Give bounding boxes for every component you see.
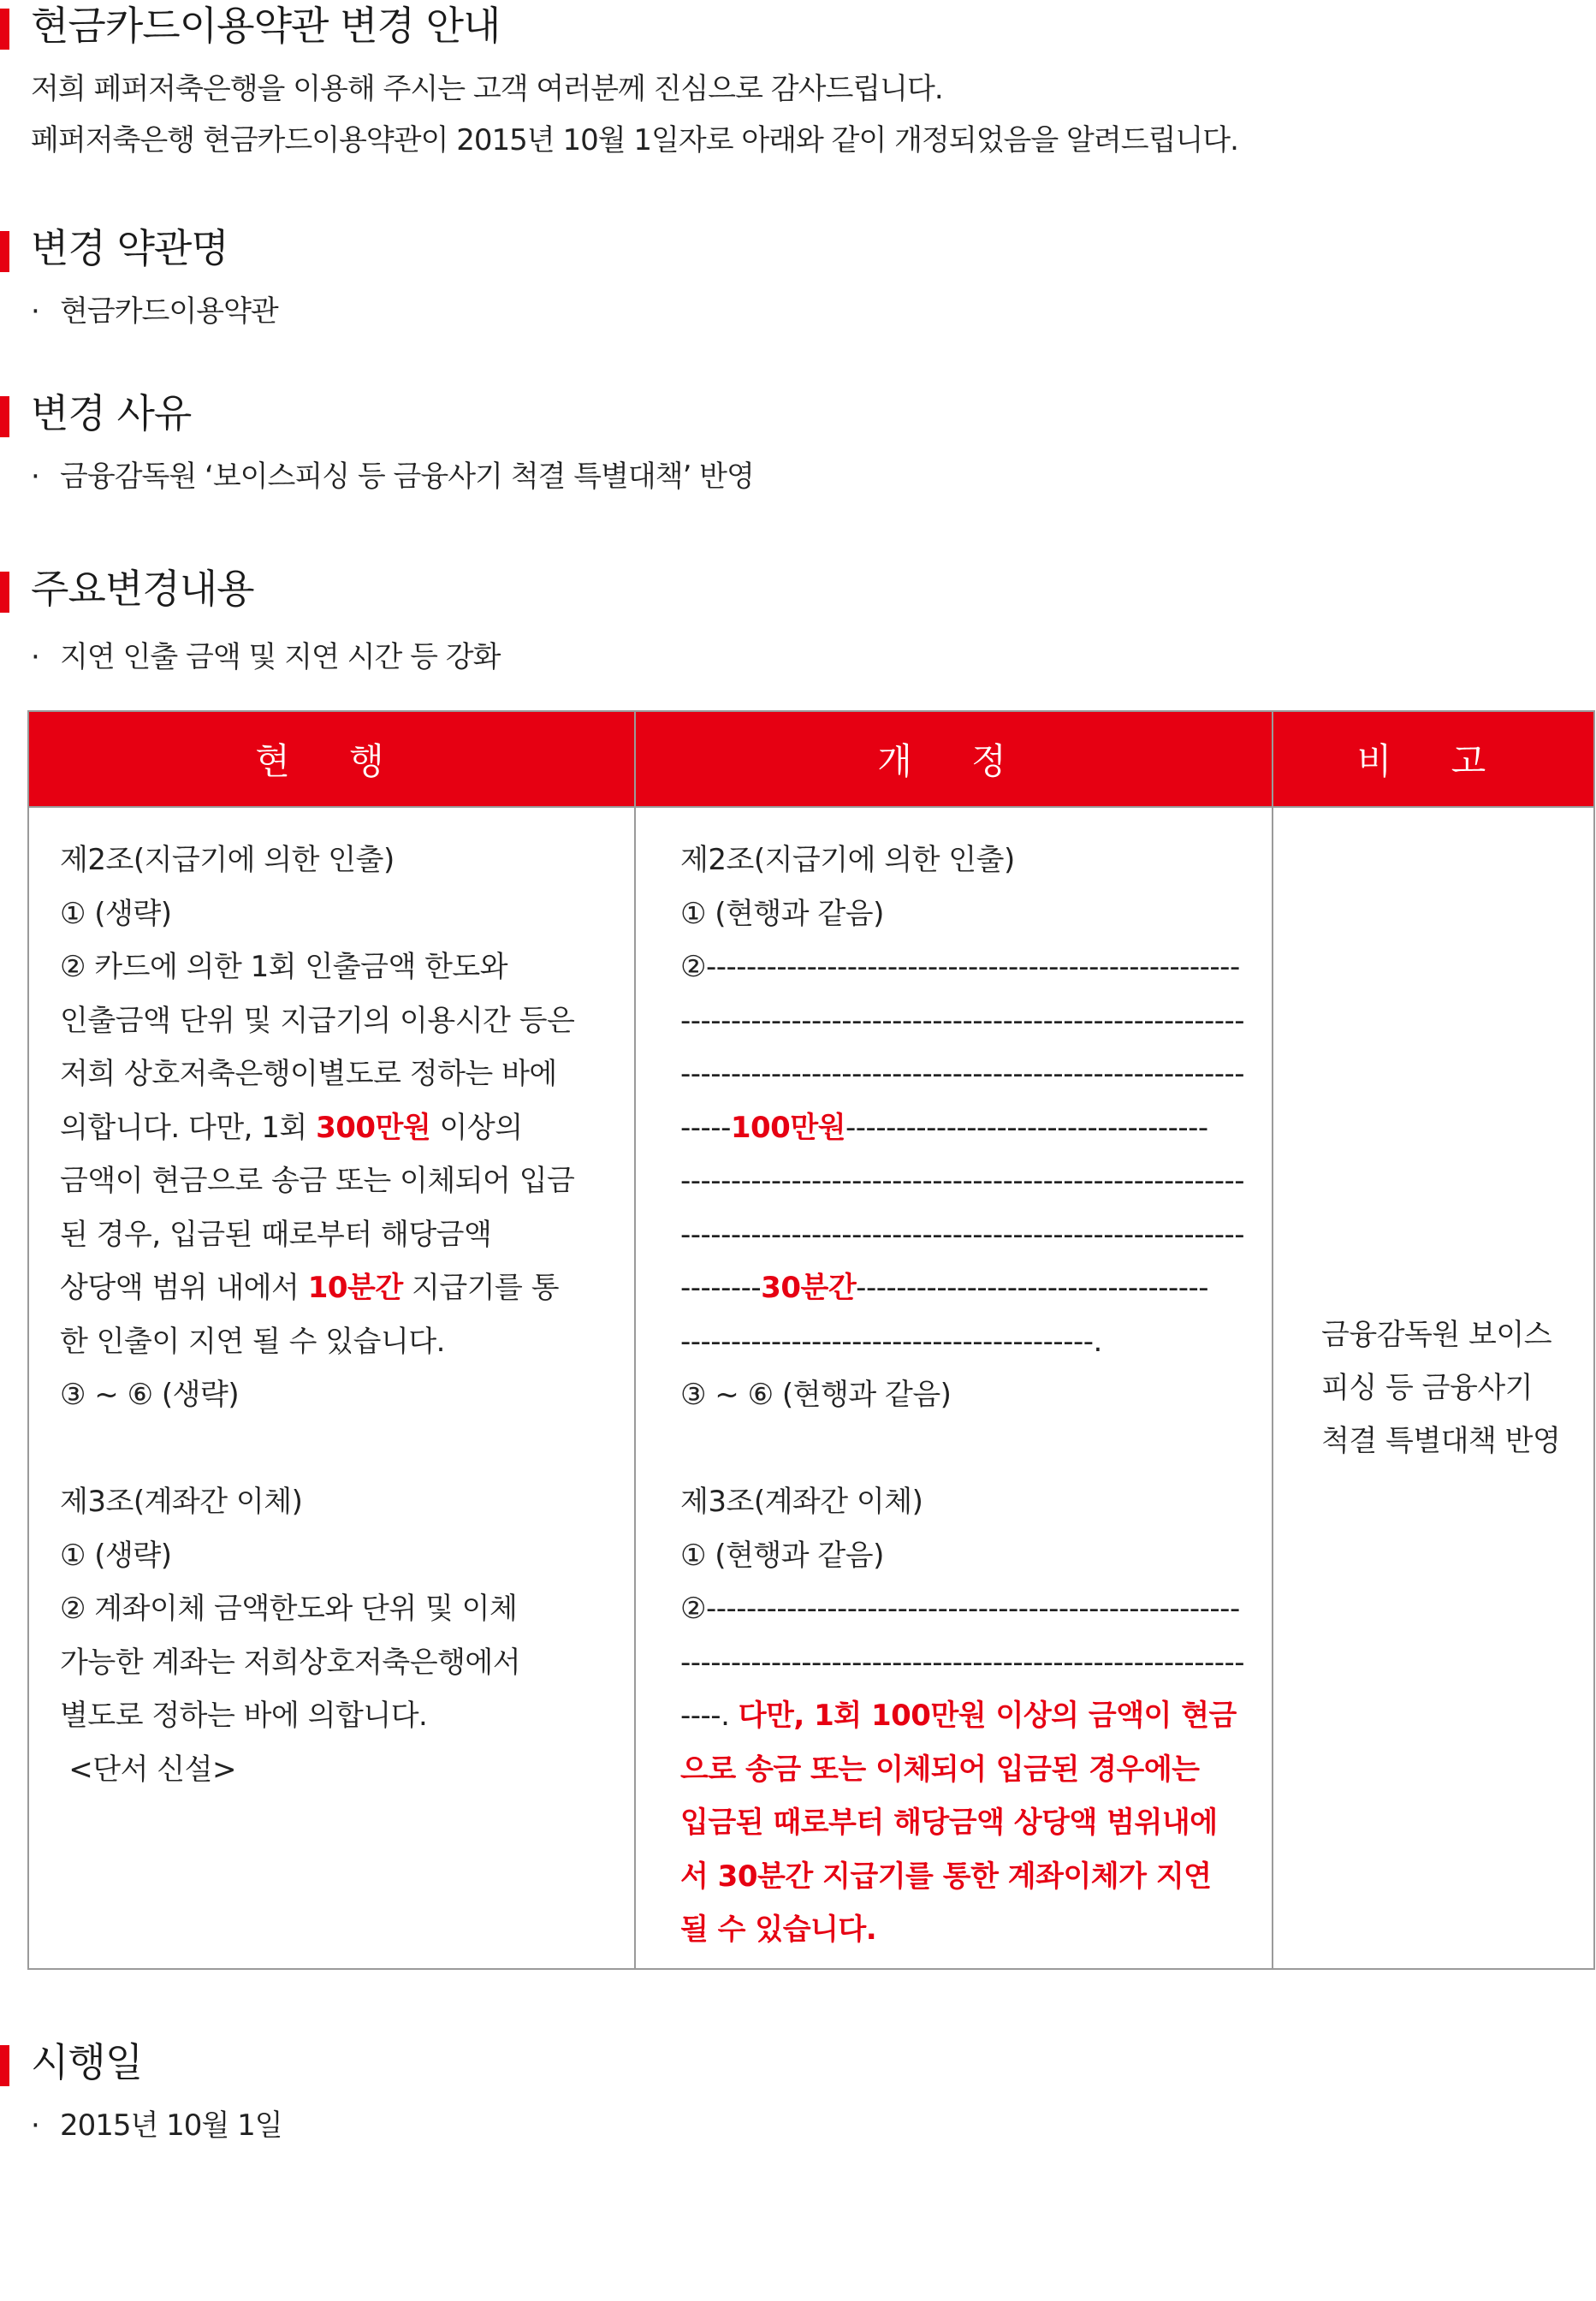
current-line: 제3조(계좌간 이체) [60,1485,303,1519]
bullet-dot: · [31,2108,39,2143]
note-line: 척결 특별대책 반영 [1321,1424,1561,1458]
reason-text: 금융감독원 ‘보이스피싱 등 금융사기 척결 특별대책’ 반영 [60,460,754,494]
revised-line: -------------------------------------------------------- [680,1645,1245,1680]
note-line: 금융감독원 보이스 [1321,1318,1552,1352]
revised-line: -------------------------------------------------------- [680,1003,1245,1038]
reason-section [0,388,754,502]
current-text: 지급기를 통 [402,1271,560,1305]
revised-text: -------- [680,1271,762,1305]
current-text: 의합니다. 다만, 1회 [60,1110,317,1145]
comparison-table [27,710,1595,1970]
revised-line: 제3조(계좌간 이체) [680,1485,923,1519]
current-line: 가능한 계좌는 저희상호저축은행에서 [60,1645,521,1680]
header-note: 비 고 [1273,711,1594,807]
revised-new-proviso: 으로 송금 또는 이체되어 입금된 경우에는 [680,1752,1200,1787]
revised-highlight-amount: 100만원 [730,1110,846,1145]
revised-new-proviso: 입금된 때로부터 해당금액 상당액 범위내에 [680,1806,1218,1840]
spacer [680,1422,1243,1476]
revised-cell [635,807,1273,1969]
note-cell [1273,807,1594,1969]
header-revised: 개 정 [635,711,1273,807]
current-line: 된 경우, 입금된 때로부터 해당금액 [60,1217,492,1252]
current-line: <단서 신설> [60,1752,236,1787]
revised-line: -------------------------------------------------------- [680,1057,1245,1091]
current-line: 제2조(지급기에 의한 인출) [60,843,395,877]
revised-line: ②----------------------------------------------------- [680,1592,1240,1626]
current-line: 한 인출이 지연 될 수 있습니다. [60,1324,445,1359]
revised-line: ① (현행과 같음) [680,896,884,931]
spacer [60,1422,605,1476]
current-line [60,1261,605,1315]
revised-line [680,1261,1243,1315]
effective-bullet [0,2100,282,2151]
current-highlight-time: 10분간 [307,1271,403,1305]
changes-bullet [0,632,500,683]
revised-text: ------------------------------------ [845,1110,1208,1145]
header-current: 현 행 [28,711,635,807]
changes-heading: 주요변경내용 [0,563,500,614]
current-line: 저희 상호저축은행이별도로 정하는 바에 [60,1057,557,1091]
revised-line [680,1689,1243,1743]
current-line: ③ ~ ⑥ (생략) [60,1378,240,1412]
effective-heading: 시행일 [0,2037,282,2088]
changes-section [0,563,500,683]
effective-section [0,2037,282,2151]
current-cell [28,807,635,1969]
terms-name-section [0,222,278,337]
revised-line: -------------------------------------------------------- [680,1217,1245,1252]
current-line: ① (생략) [60,896,172,931]
current-line [60,1101,605,1155]
revised-line: ① (현행과 같음) [680,1538,884,1573]
intro-line-1: 저희 페퍼저축은행을 이용해 주시는 고객 여러분께 진심으로 감사드립니다. [31,72,943,106]
terms-name-bullet [0,286,278,337]
current-line: 인출금액 단위 및 지급기의 이용시간 등은 [60,1003,575,1038]
revised-new-proviso: 다만, 1회 100만원 이상의 금액이 현금 [738,1699,1237,1733]
revised-text: ----- [680,1110,731,1145]
revised-line: -----------------------------------------. [680,1324,1102,1359]
current-line: ① (생략) [60,1538,172,1573]
current-text: 상당액 범위 내에서 [60,1271,308,1305]
notice-title: 현금카드이용약관 변경 안내 [0,0,1238,51]
revised-text: ----. [680,1699,739,1733]
revised-line: ③ ~ ⑥ (현행과 같음) [680,1378,952,1412]
note-line: 피싱 등 금융사기 [1321,1371,1534,1405]
table-header-row [28,711,1594,807]
reason-heading: 변경 사유 [0,388,754,439]
changes-text: 지연 인출 금액 및 지연 시간 등 강화 [60,640,501,674]
table-row [28,807,1594,1969]
intro-line-2: 페퍼저축은행 현금카드이용약관이 2015년 10월 1일자로 아래와 같이 개정되었음을 알려드립니다. [31,123,1238,157]
revised-highlight-time: 30분간 [761,1271,857,1305]
terms-name-text: 현금카드이용약관 [60,294,278,329]
reason-bullet [0,451,754,502]
current-text: 이상의 [430,1110,523,1145]
revised-line: 제2조(지급기에 의한 인출) [680,843,1015,877]
current-line: 별도로 정하는 바에 의합니다. [60,1699,428,1733]
revised-line: ②----------------------------------------------------- [680,950,1240,984]
current-highlight-amount: 300만원 [316,1110,431,1145]
current-line: ② 계좌이체 금액한도와 단위 및 이체 [60,1592,518,1626]
revised-line: -------------------------------------------------------- [680,1164,1245,1198]
current-line: 금액이 현금으로 송금 또는 이체되어 입금 [60,1164,575,1198]
bullet-dot: · [31,294,39,329]
notice-section [0,0,1238,166]
revised-new-proviso: 서 30분간 지급기를 통한 계좌이체가 지연 [680,1859,1212,1894]
revised-text: ----------------------------------- [856,1271,1209,1305]
bullet-dot: · [31,460,39,494]
current-line: ② 카드에 의한 1회 인출금액 한도와 [60,950,508,984]
bullet-dot: · [31,640,39,674]
revised-new-proviso: 될 수 있습니다. [680,1913,877,1947]
terms-name-heading: 변경 약관명 [0,222,278,274]
effective-text: 2015년 10월 1일 [60,2108,282,2143]
revised-line [680,1101,1243,1155]
